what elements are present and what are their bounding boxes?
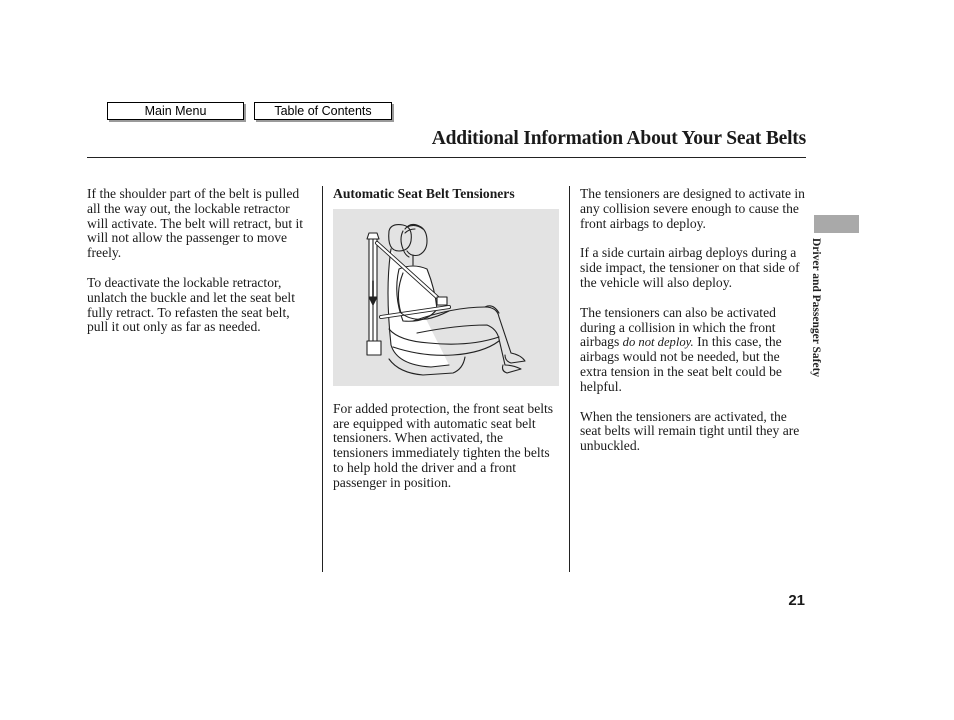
- column-1: [87, 187, 311, 350]
- title-rule: [87, 157, 806, 158]
- paragraph-retractor-activation: If the shoulder part of the belt is pulled all the way out, the lockable retractor will activate. The belt will retract, but it will not allow the passenger to move freely.: [87, 186, 304, 261]
- paragraph-activation-without-airbags: [580, 306, 808, 395]
- column-divider-1: [322, 186, 323, 572]
- p3-text-before: The tensioners can also be activated during a collision in which the front airbags: [580, 304, 776, 350]
- paragraph-belts-remain-tight: When the tensioners are activated, the seat belts will remain tight until they are unbuckled.: [580, 408, 800, 454]
- main-menu-button[interactable]: Main Menu: [107, 102, 244, 120]
- seated-passenger-drawing: [333, 209, 559, 386]
- paragraph-tensioner-activation: The tensioners are designed to activate in any collision severe enough to cause the front airbags to deploy.: [580, 186, 805, 231]
- paragraph-retractor-deactivation: To deactivate the lockable retractor, unlatch the buckle and let the seat belt fully retract. To refasten the seat belt, pull it out only as far as needed.: [87, 274, 295, 335]
- section-tab-marker: [814, 215, 859, 233]
- column-3: [580, 187, 808, 469]
- seat-belt-tensioner-illustration: [333, 209, 559, 386]
- table-of-contents-button[interactable]: Table of Contents: [254, 102, 392, 120]
- page-title: Additional Information About Your Seat Belts: [431, 128, 806, 149]
- section-tab-label: Driver and Passenger Safety: [810, 238, 822, 378]
- paragraph-side-curtain-airbag: If a side curtain airbag deploys during a side impact, the tensioner on that side of the vehicle will also deploy.: [580, 245, 800, 290]
- italic-emphasis: do not deploy.: [622, 335, 694, 350]
- p3-text-after: In this case, the airbags would not be needed, but the extra tension in the seat belt could be helpful.: [580, 334, 782, 394]
- column-2: [333, 187, 561, 506]
- column-divider-2: [569, 186, 570, 572]
- section-heading: Automatic Seat Belt Tensioners: [333, 186, 515, 201]
- paragraph-tensioners-protection: For added protection, the front seat belts are equipped with automatic seat belt tensioners. When activated, the tensioners immediately tighten the belts to help hold the driver and a front passenger in position.: [333, 400, 554, 490]
- page-number: 21: [788, 592, 805, 609]
